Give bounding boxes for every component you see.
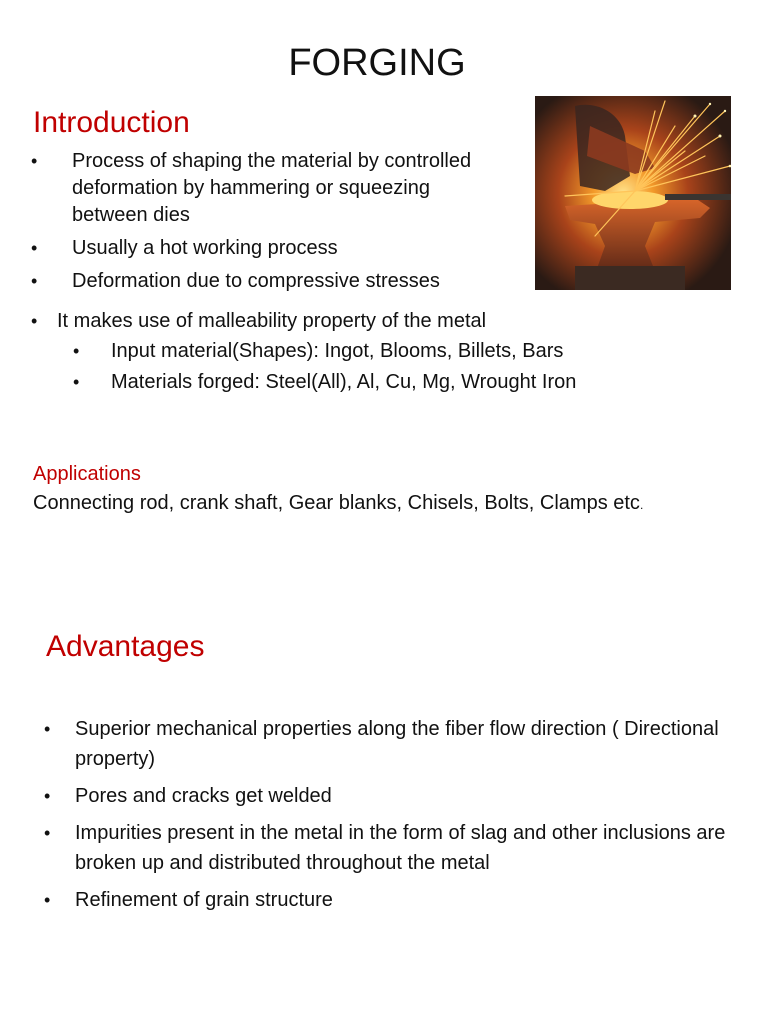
introduction-heading: Introduction — [33, 106, 190, 139]
advantages-heading: Advantages — [46, 630, 205, 663]
bullet-text: Deformation due to compressive stresses — [72, 270, 440, 292]
bullet-text: Usually a hot working process — [72, 237, 338, 259]
bullet-text: Superior mechanical properties along the fiber flow direction ( Directional property) — [75, 718, 719, 770]
list-item — [44, 818, 744, 878]
bullet-icon: • — [31, 151, 38, 171]
bullet-icon: • — [44, 719, 51, 739]
malleability-sub-list — [73, 338, 753, 400]
advantages-list — [44, 714, 744, 922]
list-item — [44, 781, 744, 811]
bullet-icon: • — [73, 372, 80, 392]
malleability-item — [31, 308, 731, 335]
list-item — [31, 268, 511, 295]
introduction-list — [31, 148, 511, 301]
list-item — [31, 148, 511, 229]
bullet-text: Input material(Shapes): Ingot, Blooms, Billets, Bars — [111, 340, 564, 362]
bullet-icon: • — [31, 238, 38, 258]
applications-list: Connecting rod, crank shaft, Gear blanks, Chisels, Bolts, Clamps etc — [33, 492, 640, 514]
forging-sparks-photo — [535, 96, 731, 290]
applications-heading: Applications — [33, 463, 141, 485]
list-item — [73, 369, 753, 396]
list-item — [44, 885, 744, 915]
list-item — [44, 714, 744, 774]
page-title: FORGING — [288, 42, 466, 84]
bullet-text: Materials forged: Steel(All), Al, Cu, Mg, Wrought Iron — [111, 371, 577, 393]
bullet-icon: • — [44, 823, 51, 843]
bullet-text: Refinement of grain structure — [75, 889, 333, 911]
bullet-icon: • — [31, 311, 38, 331]
bullet-icon: • — [73, 341, 80, 361]
bullet-icon: • — [44, 786, 51, 806]
bullet-text: It makes use of malleability property of the metal — [57, 310, 487, 332]
bullet-text: Pores and cracks get welded — [75, 785, 332, 807]
bullet-text: Impurities present in the metal in the form of slag and other inclusions are broken up and distributed throughout the metal — [75, 822, 726, 874]
applications-end: . — [639, 498, 644, 512]
bullet-icon: • — [44, 890, 51, 910]
applications-text — [33, 490, 643, 519]
list-item — [31, 235, 511, 262]
list-item — [73, 338, 753, 365]
bullet-text: Process of shaping the material by controlled deformation by hammering or squeezing between dies — [72, 150, 472, 226]
bullet-icon: • — [31, 271, 38, 291]
list-item — [31, 308, 731, 335]
